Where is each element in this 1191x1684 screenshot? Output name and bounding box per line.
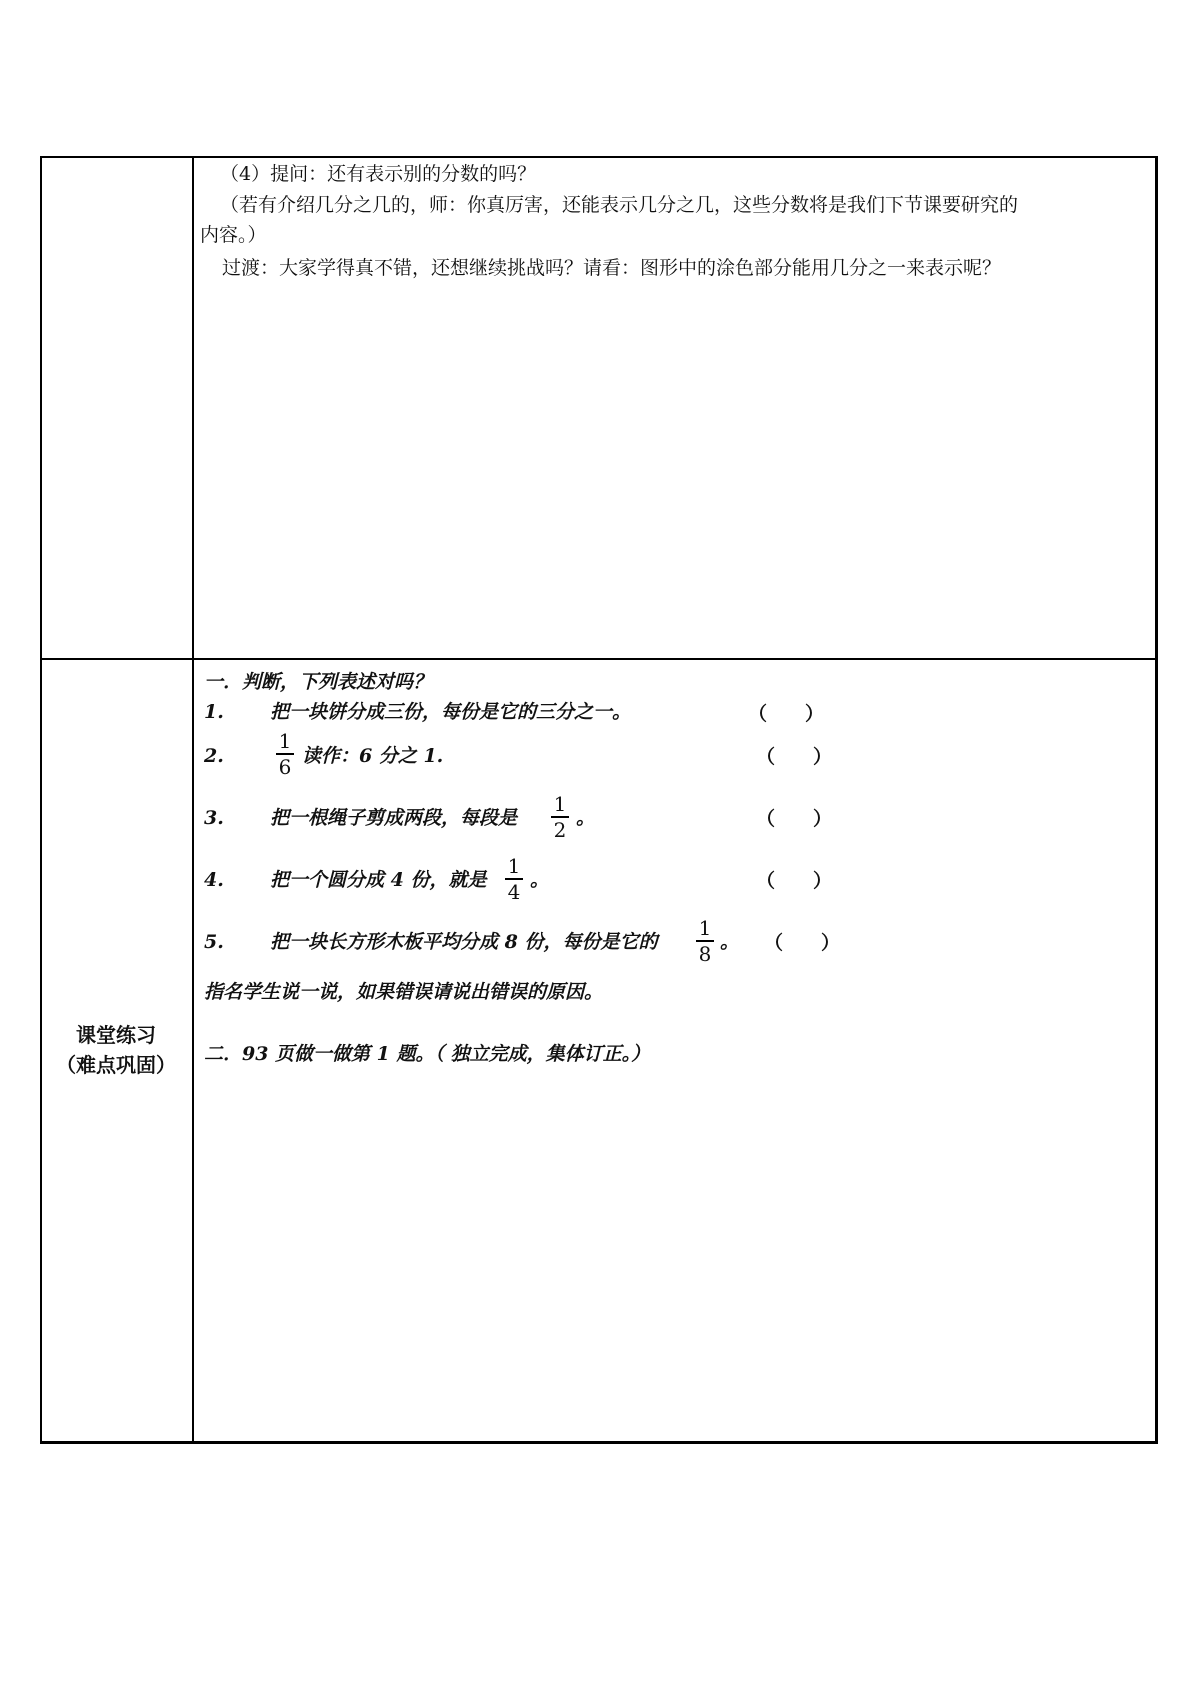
item-5-answer-blank[interactable]: （ ）: [764, 932, 841, 954]
item-2-fraction-denominator: 6: [278, 754, 292, 779]
top-line-1: （4）提问：还有表示别的分数的吗？: [220, 163, 537, 185]
item-3-number: 3.: [204, 807, 224, 829]
item-5-period: 。: [720, 931, 740, 953]
item-4-period: 。: [530, 869, 550, 891]
item-3-answer-blank[interactable]: （ ）: [756, 808, 833, 830]
item-4-fraction: [505, 855, 523, 903]
top-line-2: （若有介绍几分之几的，师：你真厉害，还能表示几分之几，这些分数将是我们下节课要研究的: [220, 194, 1019, 216]
item-4-fraction-numerator: 1: [507, 854, 521, 878]
column-divider: [192, 156, 194, 1444]
table-border-right: [1155, 156, 1158, 1444]
row-divider: [40, 658, 1158, 660]
item-2-answer-blank[interactable]: （ ）: [756, 746, 833, 768]
item-1-answer-blank[interactable]: （ ）: [748, 703, 825, 725]
item-4-fraction-denominator: 4: [507, 879, 521, 904]
table-border-left: [40, 156, 42, 1444]
row-label-line1: 课堂练习: [76, 1023, 156, 1047]
item-5-number: 5.: [204, 931, 224, 953]
table-border-top: [40, 156, 1158, 158]
top-line-3: 内容。）: [200, 224, 267, 246]
item-4-text: 把一个圆分成 4 份，就是: [270, 869, 487, 891]
item-5-text: 把一块长方形木板平均分成 8 份，每份是它的: [270, 931, 658, 953]
item-2-text: 读作：6 分之 1.: [302, 745, 444, 767]
item-2-fraction-numerator: 1: [278, 729, 292, 753]
table-border-bottom: [40, 1441, 1158, 1444]
item-5-fraction-denominator: 8: [698, 941, 712, 966]
row-label-practice: [40, 1020, 192, 1080]
item-3-text: 把一根绳子剪成两段，每段是: [270, 807, 518, 829]
item-2-number: 2.: [204, 745, 224, 767]
item-1-text: 把一块饼分成三份，每份是它的三分之一。: [270, 701, 632, 723]
item-4-number: 4.: [204, 869, 224, 891]
section1-title: 一．判断，下列表述对吗？: [204, 671, 433, 693]
item-5-fraction: [696, 917, 714, 965]
item-2-fraction: [276, 730, 294, 778]
item-5-fraction-numerator: 1: [698, 916, 712, 940]
item-1-number: 1.: [204, 701, 224, 723]
item-4-answer-blank[interactable]: （ ）: [756, 870, 833, 892]
item-3-period: 。: [576, 807, 596, 829]
item-3-fraction-denominator: 2: [553, 817, 567, 842]
section2-text: 二．93 页做一做第 1 题。（ 独立完成，集体订正。）: [204, 1043, 651, 1065]
row-label-line2: （难点巩固）: [56, 1053, 176, 1077]
lesson-table: [40, 156, 1158, 1444]
item-3-fraction-numerator: 1: [553, 792, 567, 816]
top-line-4: 过渡：大家学得真不错，还想继续挑战吗？请看：图形中的涂色部分能用几分之一来表示呢？: [222, 257, 1002, 279]
item-3-fraction: [551, 793, 569, 841]
instruction-text: 指名学生说一说，如果错误请说出错误的原因。: [204, 981, 604, 1003]
